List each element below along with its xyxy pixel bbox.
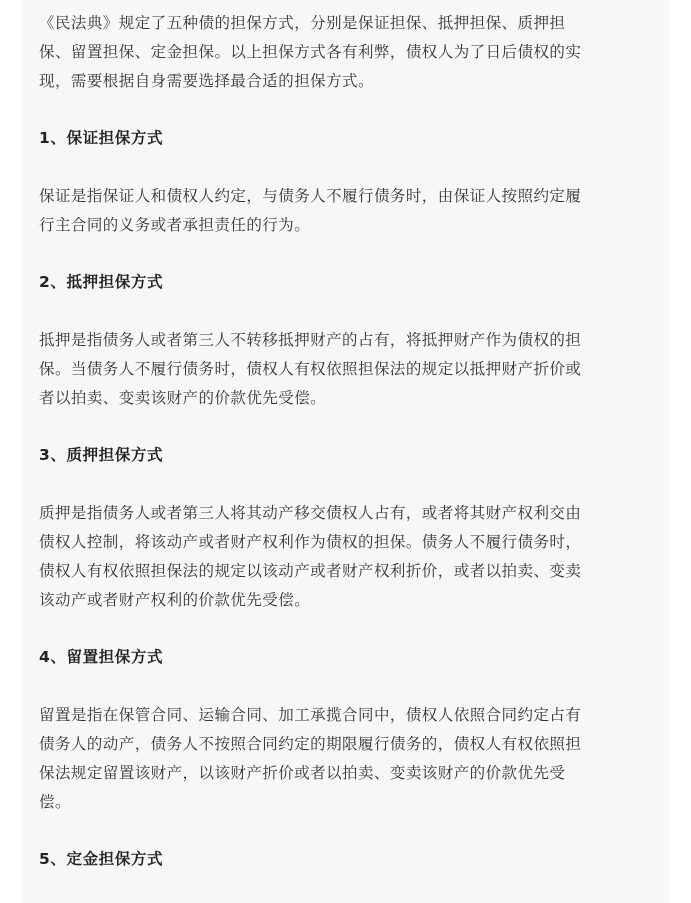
paragraph-line: 偿。 [39, 793, 71, 811]
paragraph-line: 债务人的动产，债务人不按照合同约定的期限履行债务的，债权人有权依照担 [39, 735, 582, 753]
section-paragraph-mortgage [39, 326, 652, 413]
intro-line: 现，需要根据自身需要选择最合适的担保方式。 [39, 72, 374, 90]
section-heading-lien: 4、留置担保方式 [39, 648, 164, 666]
paragraph-line: 留置是指在保管合同、运输合同、加工承揽合同中，债权人依照合同约定占有 [39, 706, 582, 724]
paragraph-line: 保证是指保证人和债权人约定，与债务人不履行债务时，由保证人按照约定履 [39, 187, 582, 205]
section-paragraph-lien [39, 701, 652, 817]
intro-line: 保、留置担保、定金担保。以上担保方式各有利弊，债权人为了日后债权的实 [39, 43, 582, 61]
section-heading-guarantee: 1、保证担保方式 [39, 129, 164, 147]
article-body [22, 0, 669, 903]
paragraph-line: 债权人有权依照担保法的规定以该动产或者财产权利折价，或者以拍卖、变卖 [39, 562, 582, 580]
section-heading-pledge: 3、质押担保方式 [39, 446, 164, 464]
paragraph-line: 该动产或者财产权利的价款优先受偿。 [39, 591, 311, 609]
section-paragraph-guarantee [39, 182, 652, 240]
intro-paragraph [39, 9, 652, 96]
paragraph-line: 质押是指债务人或者第三人将其动产移交债权人占有，或者将其财产权利交由 [39, 504, 582, 522]
section-heading-mortgage: 2、抵押担保方式 [39, 273, 164, 291]
paragraph-line: 保法规定留置该财产，以该财产折价或者以拍卖、变卖该财产的价款优先受 [39, 764, 566, 782]
paragraph-line: 保。当债务人不履行债务时，债权人有权依照担保法的规定以抵押财产折价或 [39, 360, 582, 378]
paragraph-line: 抵押是指债务人或者第三人不转移抵押财产的占有，将抵押财产作为债权的担 [39, 331, 582, 349]
intro-line: 《民法典》规定了五种债的担保方式，分别是保证担保、抵押担保、质押担 [39, 14, 566, 32]
section-heading-deposit: 5、定金担保方式 [39, 850, 164, 868]
section-paragraph-pledge [39, 499, 652, 615]
paragraph-line: 债权人控制，将该动产或者财产权利作为债权的担保。债务人不履行债务时， [39, 533, 582, 551]
paragraph-line: 行主合同的义务或者承担责任的行为。 [39, 216, 311, 234]
paragraph-line: 者以拍卖、变卖该财产的价款优先受偿。 [39, 389, 327, 407]
